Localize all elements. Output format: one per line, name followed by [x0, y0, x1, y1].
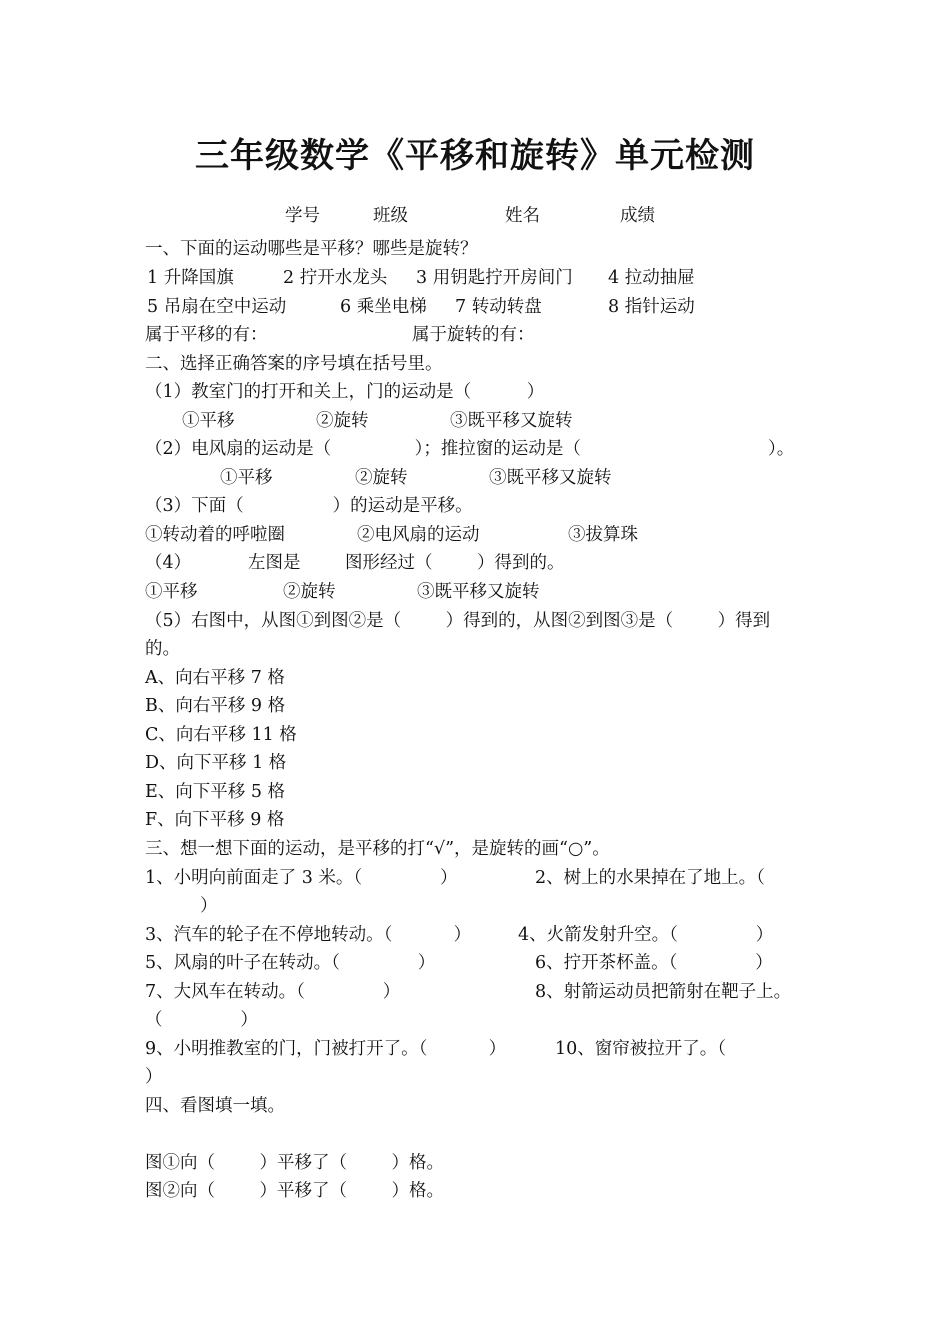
s2-question-5-cont: 的。: [145, 639, 180, 659]
s3-item-7: 7、大风车在转动。（ ）: [145, 982, 401, 1002]
s2-question-3: （3）下面（ ）的运动是平移。: [145, 496, 473, 516]
s2-option-c: C、向右平移 11 格: [145, 725, 297, 745]
section2-heading: 二、选择正确答案的序号填在括号里。: [145, 354, 443, 374]
s3-item-3: 3、汽车的轮子在不停地转动。（ ）: [145, 925, 472, 945]
s3-item-9: 9、小明推教室的门，门被打开了。（ ）: [145, 1039, 507, 1059]
score-label: 成绩: [620, 206, 655, 226]
s1-item-1: 1 升降国旗: [147, 268, 234, 288]
s1-item-6: 6 乘坐电梯: [340, 297, 427, 317]
name-label: 姓名: [505, 206, 540, 226]
section4-heading: 四、看图填一填。: [145, 1096, 285, 1116]
s2-q3-option-3: ③拔算珠: [568, 525, 638, 545]
s3-item-4: 4、火箭发射升空。（ ）: [518, 925, 774, 945]
s2-option-e: E、向下平移 5 格: [145, 782, 286, 802]
s2-question-4-number: （4）: [145, 553, 192, 573]
s1-item-2: 2 拧开水龙头: [283, 268, 388, 288]
s2-question-4-left: 左图是: [248, 553, 301, 573]
s2-q3-option-1: ①转动着的呼啦圈: [145, 525, 285, 545]
s3-item-10-close: ）: [145, 1067, 163, 1087]
s3-item-1: 1、小明向前面走了 3 米。（ ）: [145, 868, 458, 888]
s2-option-f: F、向下平移 9 格: [145, 810, 285, 830]
rotation-answer-label: 属于旋转的有：: [412, 325, 535, 345]
s2-option-d: D、向下平移 1 格: [145, 753, 287, 773]
s2-question-4-right: 图形经过（ ）得到的。: [345, 553, 565, 573]
s2-option-a: A、向右平移 7 格: [145, 668, 285, 688]
s3-item-10: 10、窗帘被拉开了。（: [555, 1039, 727, 1059]
s1-item-7: 7 转动转盘: [455, 297, 542, 317]
s3-item-8: 8、射箭运动员把箭射在靶子上。: [535, 982, 792, 1002]
s1-item-5: 5 吊扇在空中运动: [147, 297, 287, 317]
student-number-label: 学号: [285, 206, 320, 226]
s1-item-8: 8 指针运动: [608, 297, 695, 317]
s2-q2-option-1: ①平移: [220, 468, 273, 488]
s2-question-5: （5）右图中，从图①到图②是（ ）得到的，从图②到图③是（ ）得到: [145, 611, 771, 631]
page-title: 三年级数学《平移和旋转》单元检测: [195, 136, 755, 176]
s2-q1-option-1: ①平移: [182, 411, 235, 431]
s2-option-b: B、向右平移 9 格: [145, 696, 286, 716]
s3-item-6: 6、拧开茶杯盖。（ ）: [535, 953, 773, 973]
s2-question-2-end: ）。: [768, 439, 795, 459]
class-label: 班级: [373, 206, 408, 226]
section1-heading: 一、下面的运动哪些是平移？哪些是旋转？: [145, 239, 478, 259]
s1-item-4: 4 拉动抽屉: [608, 268, 695, 288]
s3-item-8-paren: （ ）: [145, 1010, 258, 1030]
s2-question-2: （2）电风扇的运动是（ ）；推拉窗的运动是（: [145, 439, 581, 459]
s2-q3-option-2: ②电风扇的运动: [357, 525, 480, 545]
s2-q2-option-3: ③既平移又旋转: [489, 468, 612, 488]
s2-q4-option-2: ②旋转: [283, 582, 336, 602]
s1-item-3: 3 用钥匙拧开房间门: [416, 268, 573, 288]
s2-q1-option-2: ②旋转: [316, 411, 369, 431]
s3-item-5: 5、风扇的叶子在转动。（ ）: [145, 953, 436, 973]
s3-item-2-close: ）: [200, 896, 218, 916]
translation-answer-label: 属于平移的有：: [145, 325, 268, 345]
s3-item-2: 2、树上的水果掉在了地上。（: [535, 868, 765, 888]
s2-q2-option-2: ②旋转: [355, 468, 408, 488]
s2-q1-option-3: ③既平移又旋转: [450, 411, 573, 431]
s2-question-1: （1）教室门的打开和关上，门的运动是（ ）: [145, 382, 545, 402]
s4-figure-1-fill: 图①向（ ）平移了（ ）格。: [145, 1153, 445, 1173]
s2-q4-option-1: ①平移: [145, 582, 198, 602]
section3-heading: 三、想一想下面的运动，是平移的打“√”，是旋转的画“○”。: [145, 839, 610, 859]
s2-q4-option-3: ③既平移又旋转: [417, 582, 540, 602]
s4-figure-2-fill: 图②向（ ）平移了（ ）格。: [145, 1181, 445, 1201]
